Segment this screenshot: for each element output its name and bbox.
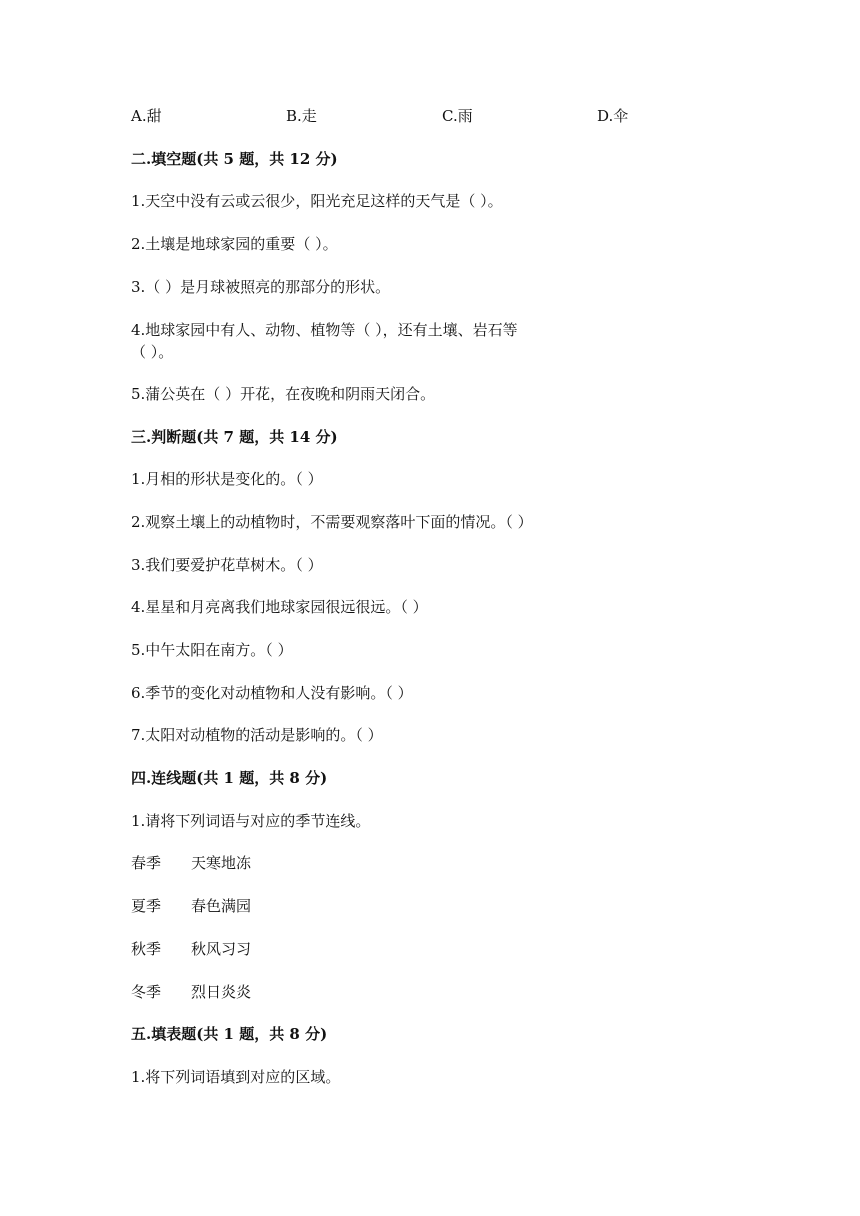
choice-d: D.伞 xyxy=(597,107,629,125)
match-question-1: 1.请将下列词语与对应的季节连线。 xyxy=(131,812,371,830)
phrase-label: 烈日炎炎 xyxy=(191,983,252,1001)
fill-question-4-line-1: 4.地球家园中有人、动物、植物等（ ），还有土壤、岩石等 xyxy=(131,321,518,339)
fill-question-2: 2.土壤是地球家园的重要（ ）。 xyxy=(131,235,338,253)
season-label: 冬季 xyxy=(131,983,162,1001)
match-row xyxy=(131,896,251,916)
table-question-1: 1.将下列词语填到对应的区域。 xyxy=(131,1068,341,1086)
section-3-heading: 三.判断题(共 7 题，共 14 分) xyxy=(131,428,338,446)
judge-question-1: 1.月相的形状是变化的。（ ） xyxy=(131,470,323,488)
fill-question-1: 1.天空中没有云或云很少，阳光充足这样的天气是（ ）。 xyxy=(131,192,503,210)
season-label: 夏季 xyxy=(131,897,162,915)
judge-question-2: 2.观察土壤上的动植物时，不需要观察落叶下面的情况。（ ） xyxy=(131,513,533,531)
choice-a: A.甜 xyxy=(131,107,162,125)
choice-b: B.走 xyxy=(286,107,317,125)
choice-c: C.雨 xyxy=(442,107,473,125)
phrase-label: 春色满园 xyxy=(191,897,252,915)
fill-question-5: 5.蒲公英在（ ）开花，在夜晚和阴雨天闭合。 xyxy=(131,385,436,403)
season-label: 秋季 xyxy=(131,940,162,958)
match-row xyxy=(131,982,251,1002)
section-5-heading: 五.填表题(共 1 题，共 8 分) xyxy=(131,1025,328,1043)
section-4-heading: 四.连线题(共 1 题，共 8 分) xyxy=(131,769,328,787)
match-row xyxy=(131,939,251,959)
match-row xyxy=(131,853,251,873)
judge-question-6: 6.季节的变化对动植物和人没有影响。（ ） xyxy=(131,684,413,702)
fill-question-4-line-2: （ ）。 xyxy=(131,343,174,361)
fill-question-3: 3.（ ）是月球被照亮的那部分的形状。 xyxy=(131,278,391,296)
phrase-label: 秋风习习 xyxy=(191,940,252,958)
judge-question-3: 3.我们要爱护花草树木。（ ） xyxy=(131,556,323,574)
judge-question-4: 4.星星和月亮离我们地球家园很远很远。（ ） xyxy=(131,598,428,616)
season-label: 春季 xyxy=(131,854,162,872)
judge-question-5: 5.中午太阳在南方。（ ） xyxy=(131,641,293,659)
phrase-label: 天寒地冻 xyxy=(191,854,252,872)
judge-question-7: 7.太阳对动植物的活动是影响的。（ ） xyxy=(131,726,383,744)
section-2-heading: 二.填空题(共 5 题，共 12 分) xyxy=(131,150,338,168)
